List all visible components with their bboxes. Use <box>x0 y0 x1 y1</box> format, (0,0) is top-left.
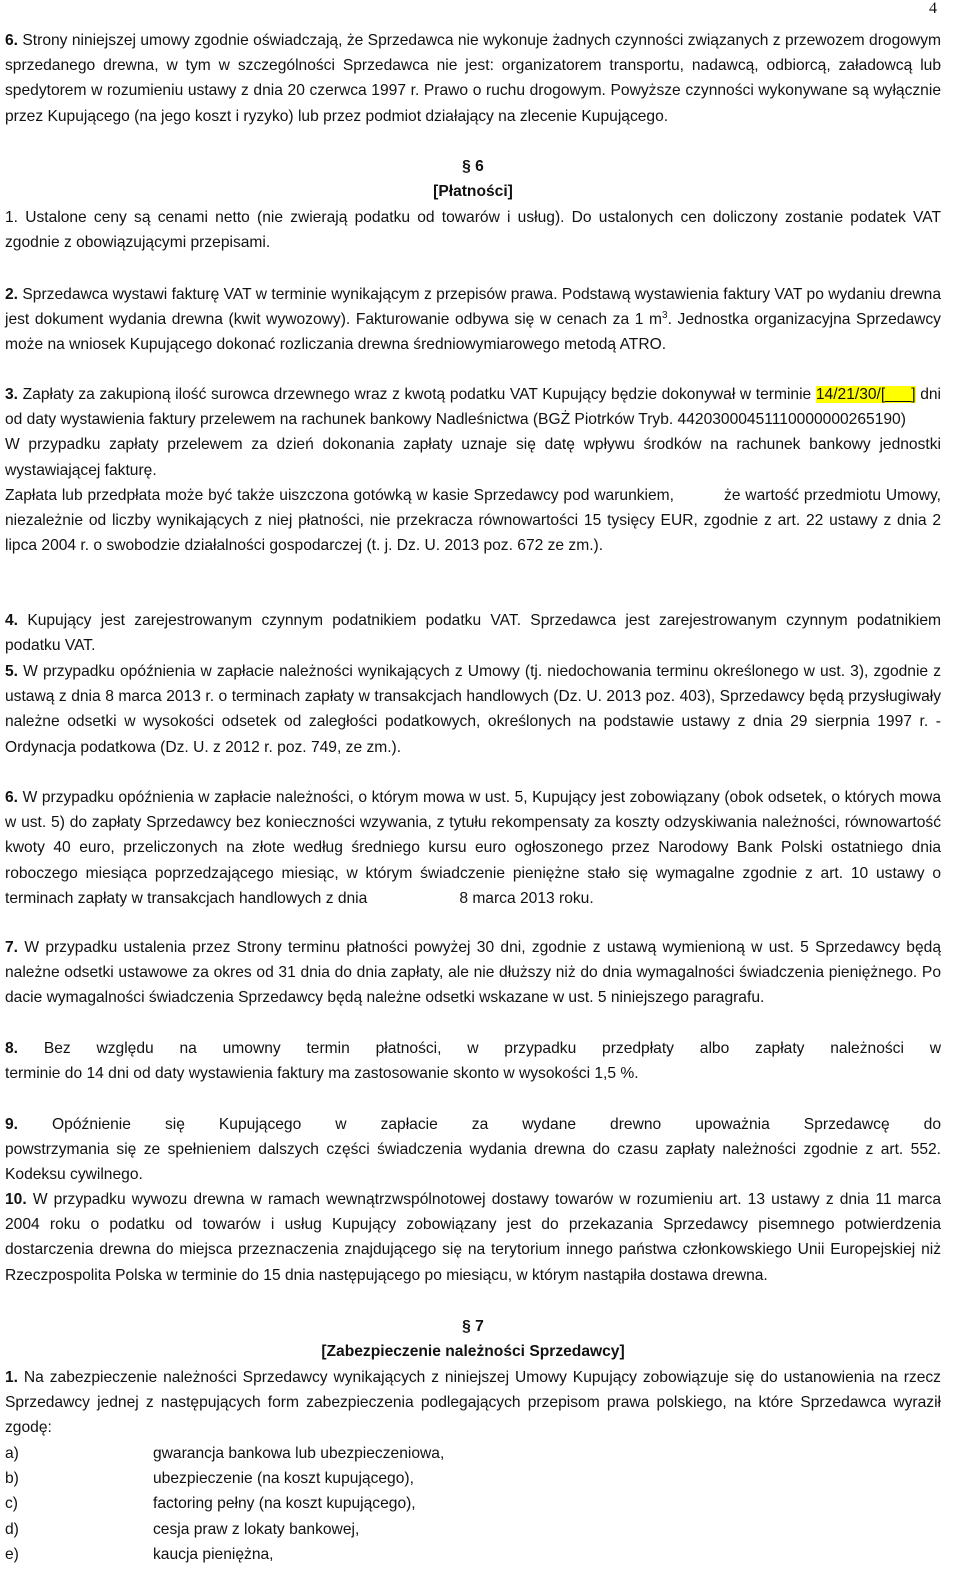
payment-point-5: 5. W przypadku opóźnienia w zapłacie należności wynikających z Umowy (tj. niedochowania terminu określonego w ust. 3), zgodnie z ustawą z dnia 8 marca 2013 r. o terminach zapłaty w transakcjach handlowych (Dz. U. 2013 poz. 403), Sprzedawcy będą przysługiwały należne odsetki w wysokości odsetek od zaległości podatkowych, określonych na podstawie ustawy z dnia 29 sierpnia 1997 r. - Ordynacja podatkowa (Dz. U. z 2012 r. poz. 749, ze zm.). <box>5 663 941 756</box>
section-7-symbol: § 7 <box>462 1318 484 1335</box>
list-item: d) cesja praw z lokaty bankowej, <box>5 1521 360 1538</box>
list-item: c) factoring pełny (na koszt kupującego), <box>5 1495 416 1512</box>
payment-point-8: 8. Bez względu na umowny termin płatności, w przypadku przedpłaty albo zapłaty należności w terminie do 14 dni od daty wystawienia faktury ma zastosowanie skonto w wysokości 1,5 %. <box>5 1040 941 1083</box>
list-item: b) ubezpieczenie (na koszt kupującego), <box>5 1470 414 1487</box>
list-item: a) gwarancja bankowa lub ubezpieczeniowa, <box>5 1445 445 1462</box>
section-6-symbol: § 6 <box>462 158 484 175</box>
payment-term-highlight: 14/21/30/[___] <box>815 386 916 403</box>
page-number: 4 <box>929 0 937 17</box>
security-point-1: 1. Na zabezpieczenie należności Sprzedawcy wynikających z niniejszej Umowy Kupujący zobowiązuje się do ustanowienia na rzecz Sprzedawcy jednej z następujących form zabezpieczenia podlegających przepisom prawa polskiego, na które Sprzedawca wyraził zgodę: <box>5 1369 941 1437</box>
paragraph-6: 6. Strony niniejszej umowy zgodnie oświadczają, że Sprzedawca nie wykonuje żadnych czynności związanych z przewozem drogowym sprzedanego drewna, w tym w szczególności Sprzedawca nie jest: organizatorem transportu, nadawcą, odbiorcą, załadowcą lub spedytorem w rozumieniu ustawy z dnia 20 czerwca 1997 r. Prawo o ruchu drogowym. Powyższe czynności wykonywane są wyłącznie przez Kupującego (na jego koszt i ryzyko) lub przez podmiot działający na zlecenie Kupującego. <box>5 32 941 125</box>
payment-point-6: 6. W przypadku opóźnienia w zapłacie należności, o którym mowa w ust. 5, Kupujący jest zobowiązany (obok odsetek, o których mowa w ust. 5) do zapłaty Sprzedawcy bez konieczności wzywania, z tytułu rekompensaty za koszty odzyskiwania należności, równowartość kwoty 40 euro, przeliczonych na złote według średniego kursu euro ogłoszonego przez Narodowy Bank Polski ostatniego dnia roboczego miesiąca poprzedzającego miesiąc, w którym świadczenie pieniężne stało się wymagalne zgodnie z art. 10 ustawy o terminach zapłaty w transakcjach handlowych z dnia 8 marca 2013 roku. <box>5 789 941 907</box>
payment-point-9: 9. Opóźnienie się Kupującego w zapłacie za wydane drewno upoważnia Sprzedawcę do powstrzymania się ze spełnieniem dalszych części świadczenia wydania drewna do czasu zapłaty należności zgodnie z art. 552. Kodeksu cywilnego. <box>5 1116 942 1184</box>
payment-point-10: 10. W przypadku wywozu drewna w ramach wewnątrzwspólnotowej dostawy towarów w rozumieniu art. 13 ustawy z dnia 11 marca 2004 roku o podatku od towarów i usług Kupujący zobowiązany jest do przekazania Sprzedawcy pisemnego potwierdzenia dostarczenia drewna do miejsca przeznaczenia znajdującego się na terytorium innego państwa członkowskiego Unii Europejskiej niż Rzeczpospolita Polska w terminie do 15 dnia następującego po miesiącu, w którym nastąpiła dostawa drewna. <box>5 1191 941 1284</box>
payment-point-2: 2. Sprzedawca wystawi fakturę VAT w terminie wynikającym z przepisów prawa. Podstawą wystawienia faktury VAT po wydaniu drewna jest dokument wydania drewna (kwit wywozowy). Fakturowanie odbywa się w cenach za 1 $m^3$. Jednostka organizacyjna Sprzedawcy może na wniosek Kupującego dokonać rozliczania drewna średniowymiarowego metodą ATRO. <box>5 286 941 354</box>
payment-point-1: 1. Ustalone ceny są cenami netto (nie zwierają podatku od towarów i usług). Do ustalonych cen doliczony zostanie podatek VAT zgodnie z obowiązującymi przepisami. <box>5 209 941 252</box>
payment-point-7: 7. W przypadku ustalenia przez Strony terminu płatności powyżej 30 dni, zgodnie z ustawą wymienioną w ust. 5 Sprzedawcy będą należne odsetki ustawowe za okres od 31 dnia do dnia zapłaty, ale nie dłuższy niż do dnia wymagalności świadczenia pieniężnego. Po dacie wymagalności świadczenia Sprzedawcy będą należne odsetki wskazane w ust. 5 niniejszego paragrafu. <box>5 939 941 1007</box>
section-6-title: [Płatności] <box>433 183 513 200</box>
list-item: e) kaucja pieniężna, <box>5 1546 274 1563</box>
payment-point-4: 4. Kupujący jest zarejestrowanym czynnym podatnikiem podatku VAT. Sprzedawca jest zarejestrowanym czynnym podatnikiem podatku VAT. <box>5 612 941 655</box>
payment-point-3: 3. Zapłaty za zakupioną ilość surowca drzewnego wraz z kwotą podatku VAT Kupujący będzie dokonywał w terminie 14/21/30/[___] dni od daty wystawienia faktury przelewem na rachunek bankowy Nadleśnictwa (BGŻ Piotrków Tryb. 44203000451110000000265190) W przypadku zapłaty przelewem za dzień dokonania zapłaty uznaje się datę wpływu środków na rachunek bankowy jednostki wystawiającej fakturę. Zapłata lub przedpłata może być także uiszczona gotówką w kasie Sprzedawcy pod warunkiem, że wartość przedmiotu Umowy, niezależnie od liczby wynikających z niej płatności, nie przekracza równowartości 15 tysięcy EUR, zgodnie z art. 22 ustawy z dnia 2 lipca 2004 r. o swobodzie działalności gospodarczej (t. j. Dz. U. 2013 poz. 672 ze zm.). <box>5 386 942 555</box>
section-7-title: [Zabezpieczenie należności Sprzedawcy] <box>321 1343 625 1360</box>
